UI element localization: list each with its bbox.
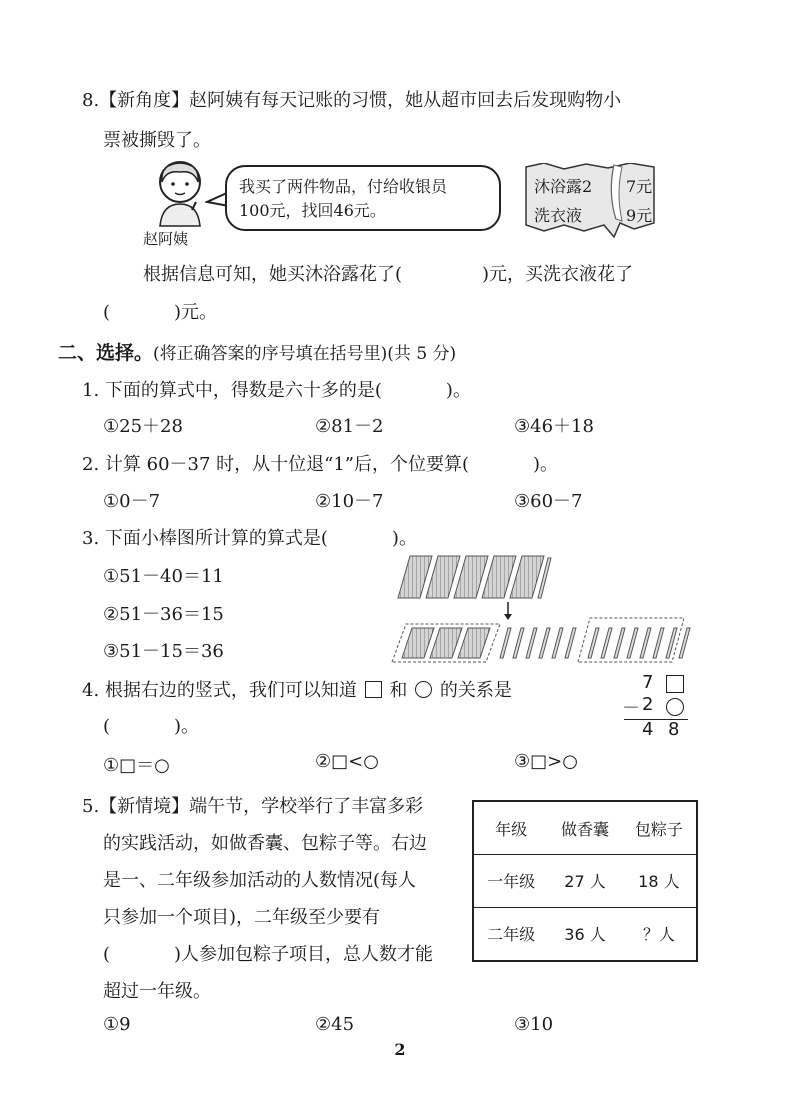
vmath-mid: 2 — [642, 694, 654, 715]
table-header: 年级 — [495, 819, 528, 839]
q4-line2 — [103, 712, 199, 738]
bottom-sticks — [392, 618, 690, 662]
q5-line2: 的实践活动，如做香囊、包粽子等。右边 — [103, 833, 427, 854]
q4-option-3[interactable]: ③□>○ — [514, 751, 578, 772]
vmath-res2: 8 — [668, 719, 680, 740]
q4-stem-line — [82, 676, 512, 702]
page-number: 2 — [394, 1040, 406, 1059]
q5-option-2[interactable]: ②45 — [315, 1014, 355, 1035]
q8-line1: 8.【新角度】赵阿姨有每天记账的习惯，她从超市回去后发现购物小 — [82, 90, 622, 111]
vmath-circle-icon — [666, 698, 684, 716]
q5-line6: 超过一年级。 — [103, 981, 211, 1002]
vmath-res1: 4 — [642, 719, 654, 740]
q2-option-2[interactable]: ②10－7 — [315, 491, 384, 512]
q1-stem: 1. 下面的算式中，得数是六十多的是( — [82, 380, 382, 401]
q8-ask-c: ( — [103, 302, 111, 323]
q1-option-3[interactable]: ③46＋18 — [514, 416, 594, 437]
q4-option-2[interactable]: ②□<○ — [315, 751, 379, 772]
table-cell: 27 人 — [564, 872, 606, 892]
q5-option-3[interactable]: ③10 — [514, 1014, 554, 1035]
activity-table — [472, 800, 698, 962]
q4-tail: 的关系是 — [439, 680, 512, 701]
q8-ask-line2 — [103, 298, 217, 324]
section2-title — [58, 338, 456, 365]
aunt-figure-icon — [150, 160, 210, 228]
receipt-line2-tail: 9元 — [626, 206, 653, 225]
table-cell: 36 人 — [564, 925, 606, 945]
q2-stem-line — [82, 450, 558, 476]
table-header: 做香囊 — [560, 819, 609, 839]
q1-end: )。 — [445, 380, 471, 401]
q4-line2a: ( — [103, 716, 111, 737]
speech-bubble — [225, 165, 501, 231]
section2-note: (将正确答案的序号填在括号里)(共 5 分) — [153, 344, 457, 364]
q1-stem-line — [82, 376, 471, 402]
q8-ask-a: 根据信息可知，她买沐浴露花了( — [143, 264, 403, 285]
q1-option-2[interactable]: ②81－2 — [315, 416, 384, 437]
stick-diagram — [388, 552, 698, 670]
table-row — [473, 907, 697, 961]
circle-symbol-icon — [415, 681, 432, 698]
table-cell: 18 人 — [638, 872, 680, 892]
q5-line1: 5.【新情境】端午节，学校举行了丰富多彩 — [82, 796, 424, 817]
speech-line1: 我买了两件物品，付给收银员 — [239, 177, 448, 196]
table-header-row — [473, 801, 697, 855]
vmath-square-icon — [666, 675, 684, 693]
table-row — [473, 855, 697, 908]
q8-ask-line — [143, 260, 633, 286]
q3-end: )。 — [391, 528, 417, 549]
q2-end: )。 — [533, 454, 559, 475]
square-symbol-icon — [365, 681, 382, 698]
receipt-line2: 洗衣液 — [534, 206, 583, 225]
q3-option-1[interactable]: ①51－40＝11 — [103, 566, 224, 587]
section2-title-text: 二、选择。 — [58, 342, 154, 364]
receipt-line1: 沐浴露2 — [534, 177, 593, 196]
top-bundles — [398, 556, 551, 598]
q4-stem: 4. 根据右边的竖式，我们可以知道 — [82, 680, 357, 701]
q5-line5b: )人参加包粽子项目，总人数才能 — [174, 944, 434, 965]
q5-line5 — [103, 940, 433, 966]
q4-mid: 和 — [389, 680, 408, 701]
q2-stem: 2. 计算 60－37 时，从十位退“1”后，个位要算( — [82, 454, 470, 475]
q8-line2: 票被撕毁了。 — [103, 130, 211, 151]
q5-line5a: ( — [103, 944, 111, 965]
q5-line3: 是一、二年级参加活动的人数情况(每人 — [103, 870, 417, 891]
q8-ask-d: )元。 — [174, 302, 218, 323]
q3-stem-line — [82, 524, 417, 550]
vmath-top: 7 — [642, 672, 654, 693]
speaker-label: 赵阿姨 — [143, 230, 189, 248]
receipt-line1-tail: 7元 — [626, 177, 653, 196]
q4-line2b: )。 — [174, 716, 200, 737]
q1-option-1[interactable]: ①25＋28 — [103, 416, 183, 437]
table-cell: 一年级 — [487, 872, 536, 892]
table-header: 包粽子 — [634, 819, 683, 839]
q2-option-1[interactable]: ①0－7 — [103, 491, 161, 512]
q5-line4: 只参加一个项目)，二年级至少要有 — [103, 907, 381, 928]
table-cell: ？人 — [642, 925, 675, 945]
q4-option-1[interactable]: ①□＝○ — [103, 755, 170, 776]
q3-option-2[interactable]: ②51－36＝15 — [103, 604, 224, 625]
q2-option-3[interactable]: ③60－7 — [514, 491, 583, 512]
q3-option-3[interactable]: ③51－15＝36 — [103, 641, 224, 662]
q5-option-1[interactable]: ①9 — [103, 1014, 131, 1035]
q3-stem: 3. 下面小棒图所计算的算式是( — [82, 528, 328, 549]
speech-line2: 100元，找回46元。 — [239, 201, 386, 220]
table-cell: 二年级 — [487, 925, 536, 945]
vmath-minus: － — [622, 698, 640, 719]
q8-ask-b: )元，买洗衣液花了 — [482, 264, 634, 285]
